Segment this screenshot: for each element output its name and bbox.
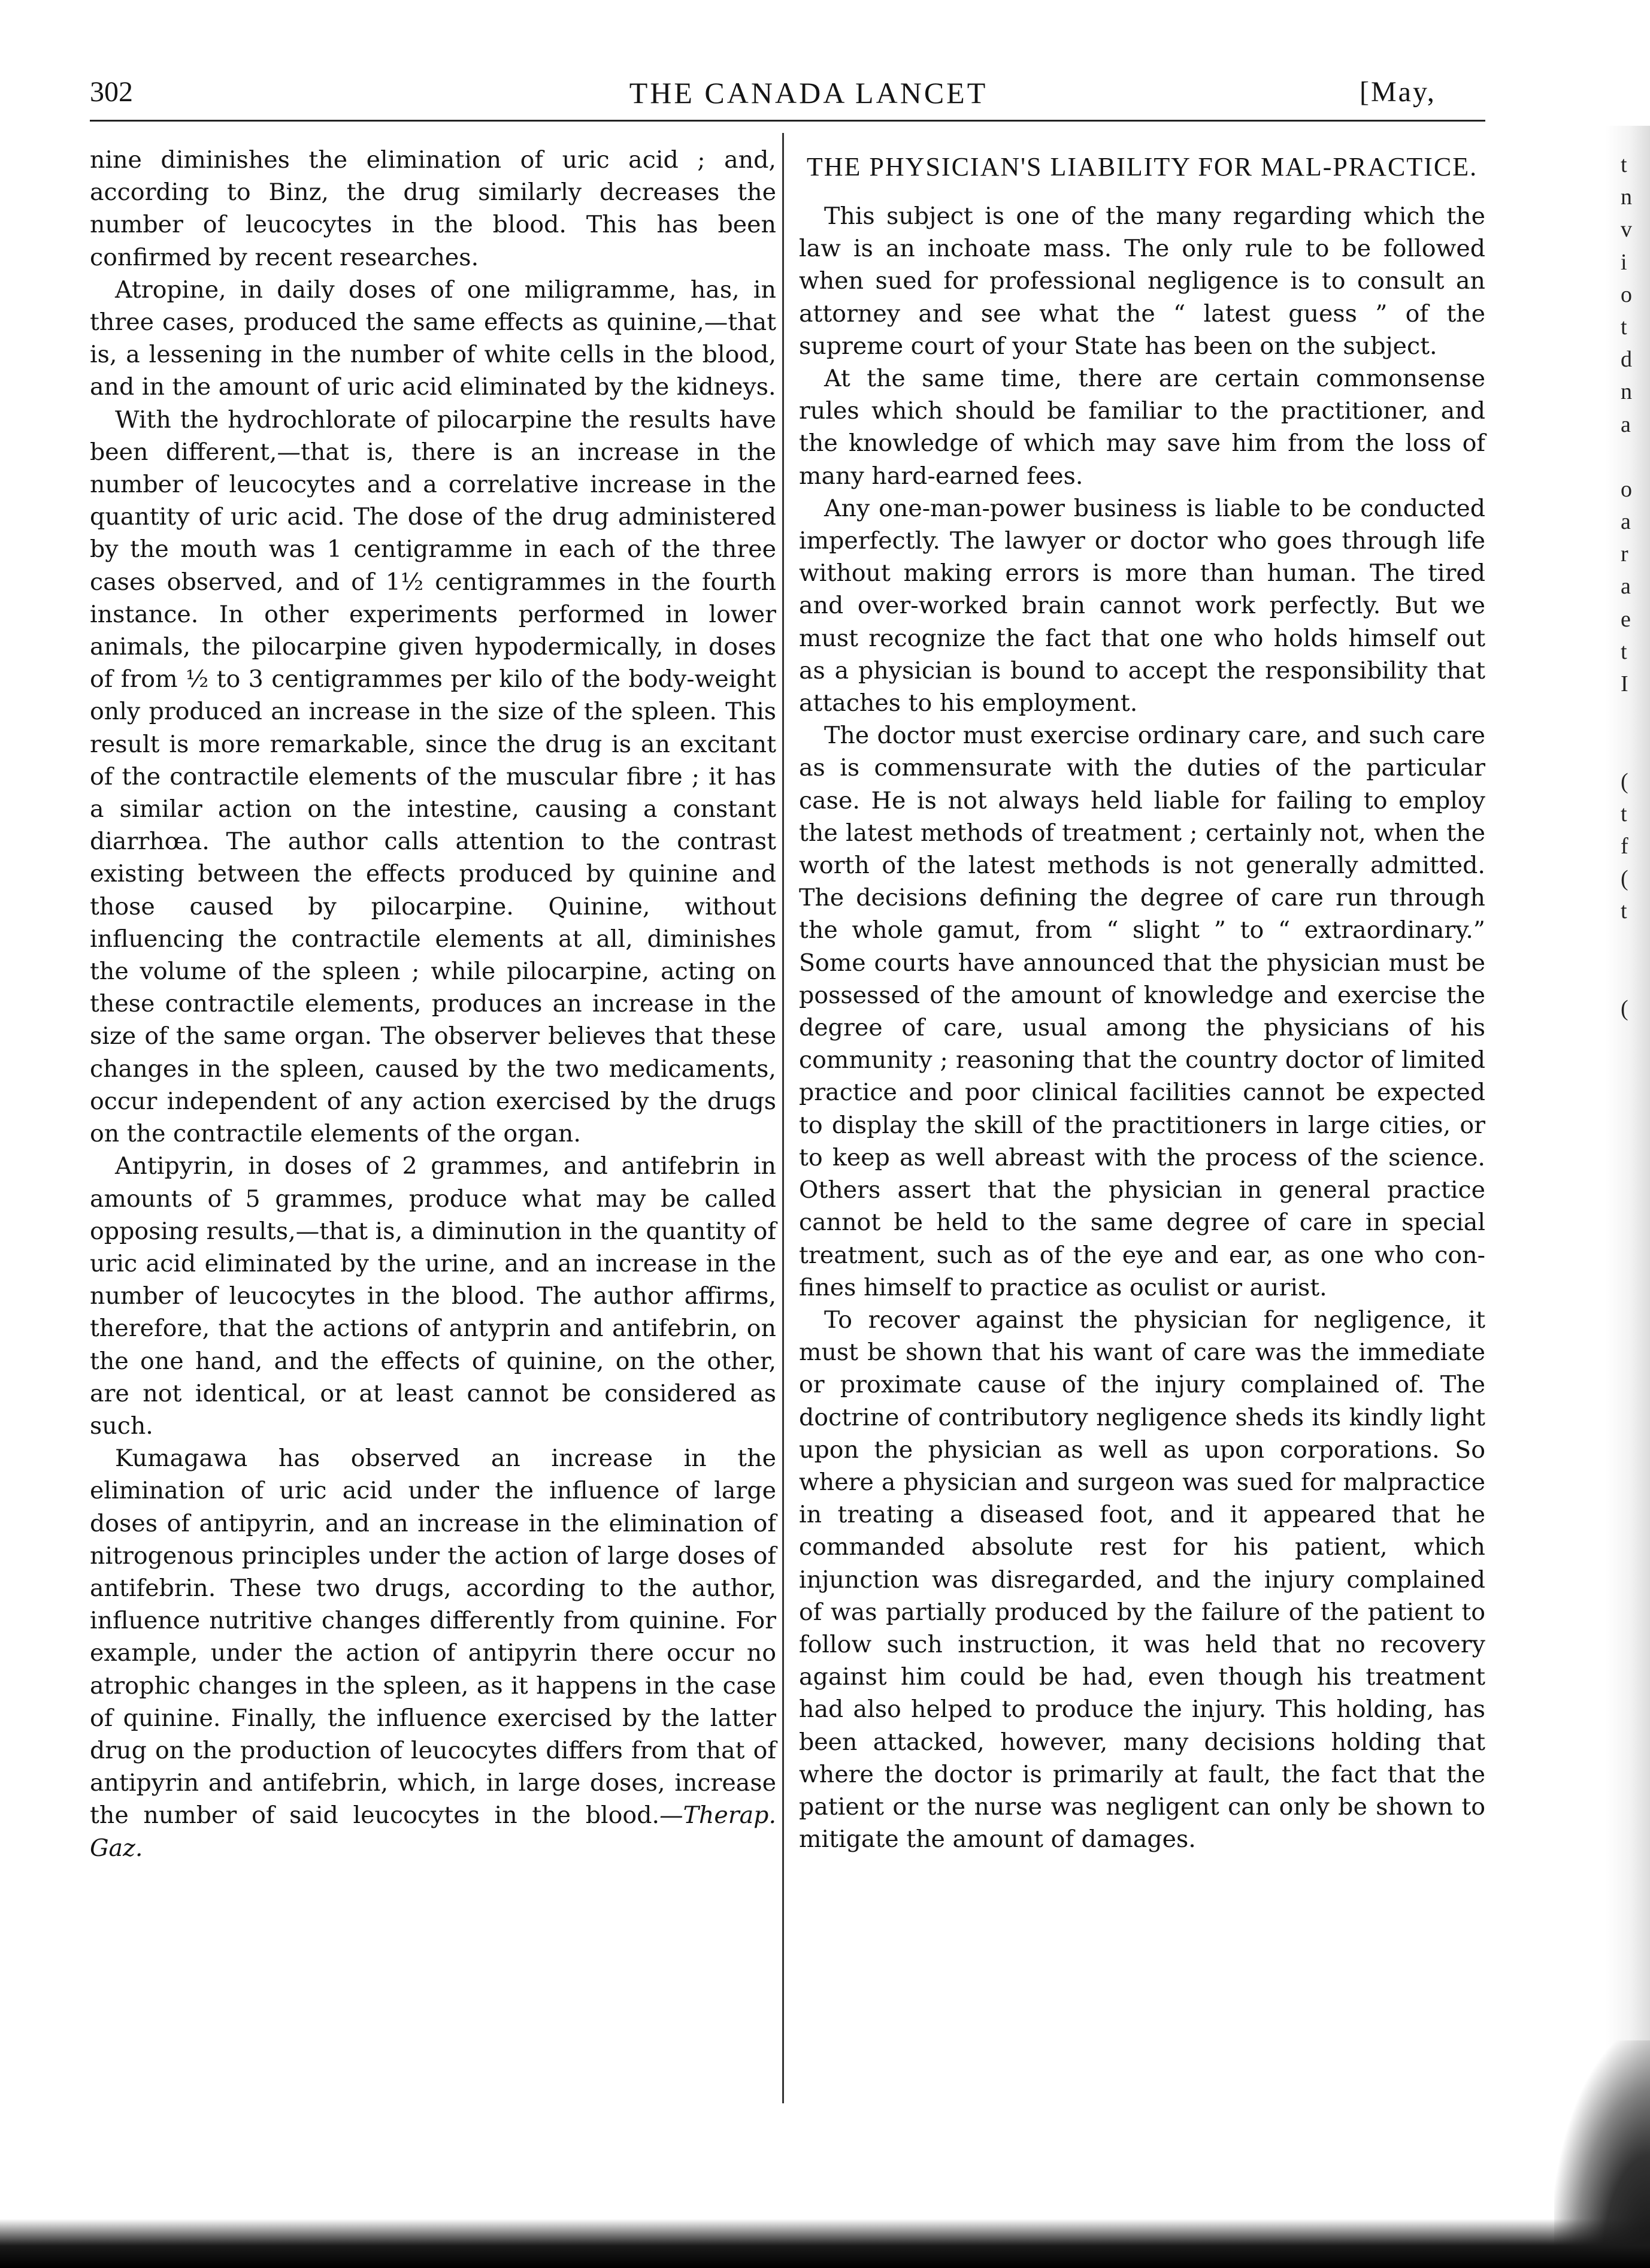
left-paragraph-2: Atropine, in daily doses of one miligramme, has, in three cases, produced the same effects as quinine,—that is, a lessening in the number of white cells in the blood, and in the amount of uric acid eliminated by the kidneys. [90, 275, 776, 401]
facing-page-letter: ( [1621, 768, 1628, 794]
facing-page-letter: n [1621, 379, 1632, 405]
facing-page-letter: i [1621, 249, 1627, 275]
left-paragraph-3: With the hydrochlorate of pilocarpine the results have been different,—that is, there is an increase in the number of leucocytes and a correlative increase in the quantity of uric acid. The dose of the drug administered by the mouth was 1 centigramme in each of the three cases observed, and of 1½ centigrammes in the fourth instance. In other experiments performed in lower animals, the pilocarpine given hypodermically, in doses of from ½ to 3 centigrammes per kilo of the body-weight only produced an increase in the size of the spleen. This result is more remarkable, since the drug is an excitant of the contractile elements of the muscular fibre ; it has a similar action on the intestine, causing a constant diarrhœa. The author calls attention to the contrast existing between the effects produced by quinine and those caused by pilocarpine. Quinine, without influencing the contractile elements at all, diminishes the volume of the spleen ; while pilocarpine, acting on these contractile elements, produces an increase in the size of the same organ. The observer believes that these changes in the spleen, caused by the two medicaments, occur independent of any action exercised by the drugs on the contractile elements of the organ. [90, 405, 776, 1148]
facing-page-letter: I [1621, 671, 1628, 697]
facing-page-letter [1621, 732, 1645, 765]
facing-page-letter: o [1621, 281, 1632, 307]
right-column [799, 144, 1485, 1855]
page-number: 302 [90, 76, 133, 108]
header-rule [90, 120, 1485, 122]
facing-page-letter: e [1621, 606, 1631, 632]
citation: —Therap. Gaz. [90, 1801, 776, 1862]
facing-page-letter: a [1621, 509, 1631, 535]
facing-page-letter: n [1621, 184, 1632, 210]
facing-page-letter: t [1621, 898, 1627, 924]
facing-page-letter [1621, 928, 1645, 960]
left-paragraph-5 [90, 1442, 776, 1864]
facing-page-letter: f [1621, 833, 1628, 859]
facing-page-letter: r [1621, 541, 1628, 567]
facing-page-letter: a [1621, 574, 1631, 599]
facing-page-letter [1621, 700, 1645, 732]
left-paragraph-1: nine diminishes the elimination of uric acid ; and, according to Binz, the drug similarly decreases the number of leucocytes in the blood. This has been confirmed by recent researches. [90, 146, 776, 271]
article-title: THE PHYSICIAN'S LIABILITY FOR MAL-PRACTICE. [806, 152, 1478, 181]
facing-page-letter [1621, 960, 1645, 992]
facing-page-letter [1621, 1089, 1645, 1122]
facing-page-letter [1621, 1025, 1645, 1057]
facing-page-letter: t [1621, 801, 1627, 826]
facing-page-letter [1621, 1122, 1645, 1155]
left-paragraph-4: Antipyrin, in doses of 2 grammes, and antifebrin in amounts of 5 grammes, produce what may be called opposing results,—that is, a diminution in the quantity of uric acid eliminated by the urine, and an increase in the number of leucocytes in the blood. The author affirms, therefore, that the actions of antyprin and antifebrin, on the one hand, and the effects of quinine, on the other, are not identical, or at least cannot be considered as such. [90, 1152, 776, 1440]
left-column [90, 144, 776, 1864]
left-paragraph-5-text: Kumagawa has observed an increase in the elimination of uric acid under the influence of large doses of antipyrin, and an increase in the elimination of nitrogenous principles under the action of large doses of antifebrin. These two drugs, according to the author, influence nutritive changes differently from quinine. For example, under the action of antipyrin there occur no atrophic changes in the spleen, as it happens in the case of quinine. Finally, the influence exercised by the latter drug on the production of leucocytes differs from that of antipyrin and antifebrin, which, in large doses, increase the number of said leucocytes in the blood. [90, 1445, 776, 1830]
right-paragraph-4: The doctor must exercise ordinary care, and such care as is commensurate with the duties of the particular case. He is not always held liable for failing to employ the latest methods of treatment ; certainly not, when the worth of the latest methods is not generally admitted. The decisions defining the degree of care run through the whole gamut, from “ slight ” to “ extraordinary.” Some courts have announced that the physician must be possessed of the amount of knowledge and exercise the degree of care, usual among the physicians of his community ; reasoning that the country doctor of limited practice and poor clinical facilities cannot be expected to display the skill of the practitioners in large cities, or to keep as well abreast with the process of the science. Others assert that the physician in general practice cannot be held to the same degree of care in special treatment, such as of the eye and ear, as one who confines himself to practice as oculist or aurist. [799, 722, 1485, 1301]
facing-page-letters [1621, 149, 1645, 1155]
right-paragraph-2: At the same time, there are certain commonsense rules which should be familiar to the practitioner, and the knowledge of which may save him from the loss of many hard-earned fees. [799, 365, 1485, 490]
facing-page-letter: v [1621, 217, 1632, 243]
facing-page-letter: o [1621, 476, 1632, 502]
facing-page-letter: ( [1621, 866, 1628, 892]
facing-page-letter: t [1621, 152, 1627, 177]
scan-bottom-edge [0, 2219, 1650, 2268]
facing-page-letter: ( [1621, 995, 1628, 1021]
column-rule [782, 133, 784, 2103]
right-paragraph-1: This subject is one of the many regarding which the law is an inchoate mass. The only rule to be followed when sued for professional negligence is to consult an attorney and see what the “ latest guess ” of the supreme court of your State has been on the subject. [799, 202, 1485, 360]
facing-page-letter: t [1621, 314, 1627, 340]
facing-page-letter: a [1621, 411, 1631, 437]
running-title: THE CANADA LANCET [629, 76, 988, 110]
facing-page-letter [1621, 1057, 1645, 1089]
facing-page-letter: t [1621, 638, 1627, 664]
issue-month: [May, [1360, 76, 1436, 108]
right-paragraph-3: Any one-man-power business is liable to be conducted imperfectly. The lawyer or doctor who goes through life without making errors is more than human. The tired and over-worked brain cannot work perfectly. But we must recognize the fact that one who holds himself out as a physician is bound to accept the responsibility that attaches to his employment. [799, 494, 1485, 717]
right-paragraph-5: To recover against the physician for negligence, it must be shown that his want of care was the immediate or proximate cause of the injury complained of. The doctrine of contributory negligence sheds its kindly light upon the physician as well as upon corporations. So where a physician and surgeon was sued for malpractice in treating a diseased foot, and it appeared that he commanded absolute rest for his patient, which injunction was disregarded, and the injury complained of was partially produced by the failure of the patient to follow such instruction, it was held that no recovery against him could be had, even though his treatment had also helped to produce the injury. This holding, has been attacked, however, many decisions holding that where the doctor is primarily at fault, the fact that the patient or the nurse was negligent can only be shown to mitigate the amount of damages. [799, 1306, 1485, 1854]
facing-page-letter: d [1621, 347, 1632, 373]
facing-page-letter [1621, 441, 1645, 473]
